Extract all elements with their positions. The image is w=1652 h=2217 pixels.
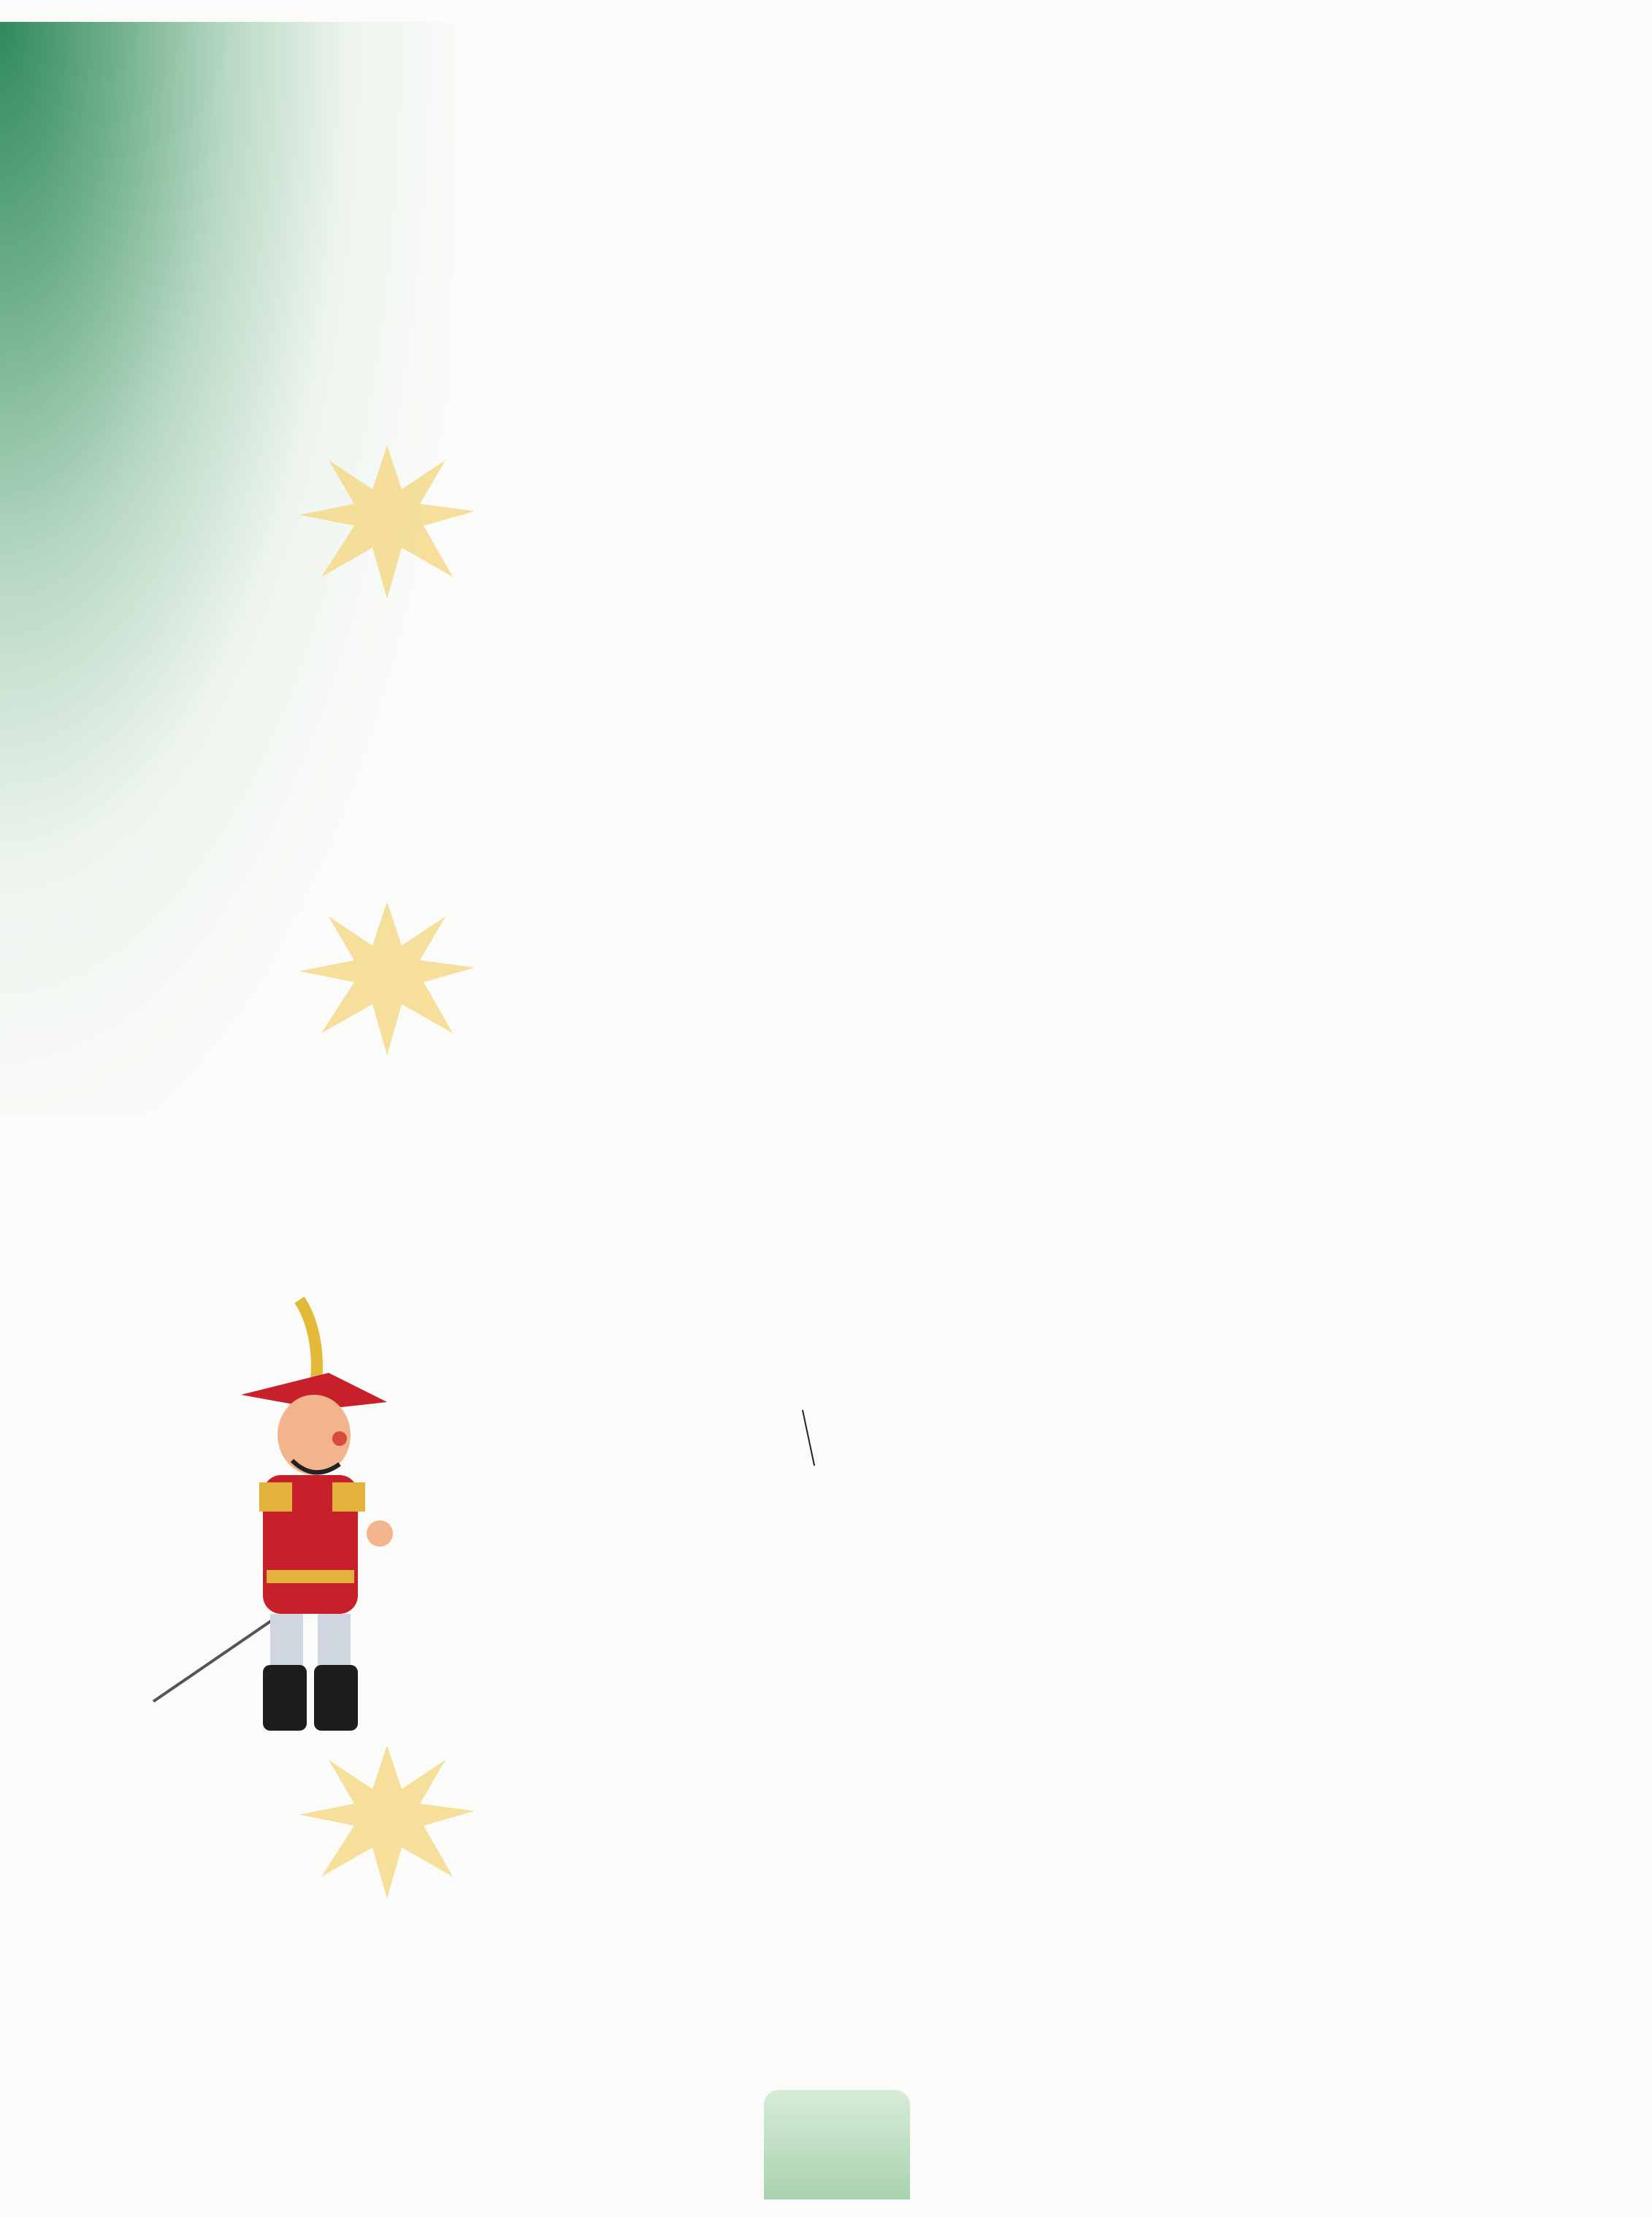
article-slash-1 <box>802 1410 815 1466</box>
yellow-splash-icon <box>292 1731 482 1906</box>
nutcracker-illustration-icon <box>146 1293 424 1745</box>
yellow-splash-icon <box>292 887 482 1062</box>
page-number-tab <box>764 2090 910 2199</box>
yellow-splash-icon <box>292 431 482 606</box>
